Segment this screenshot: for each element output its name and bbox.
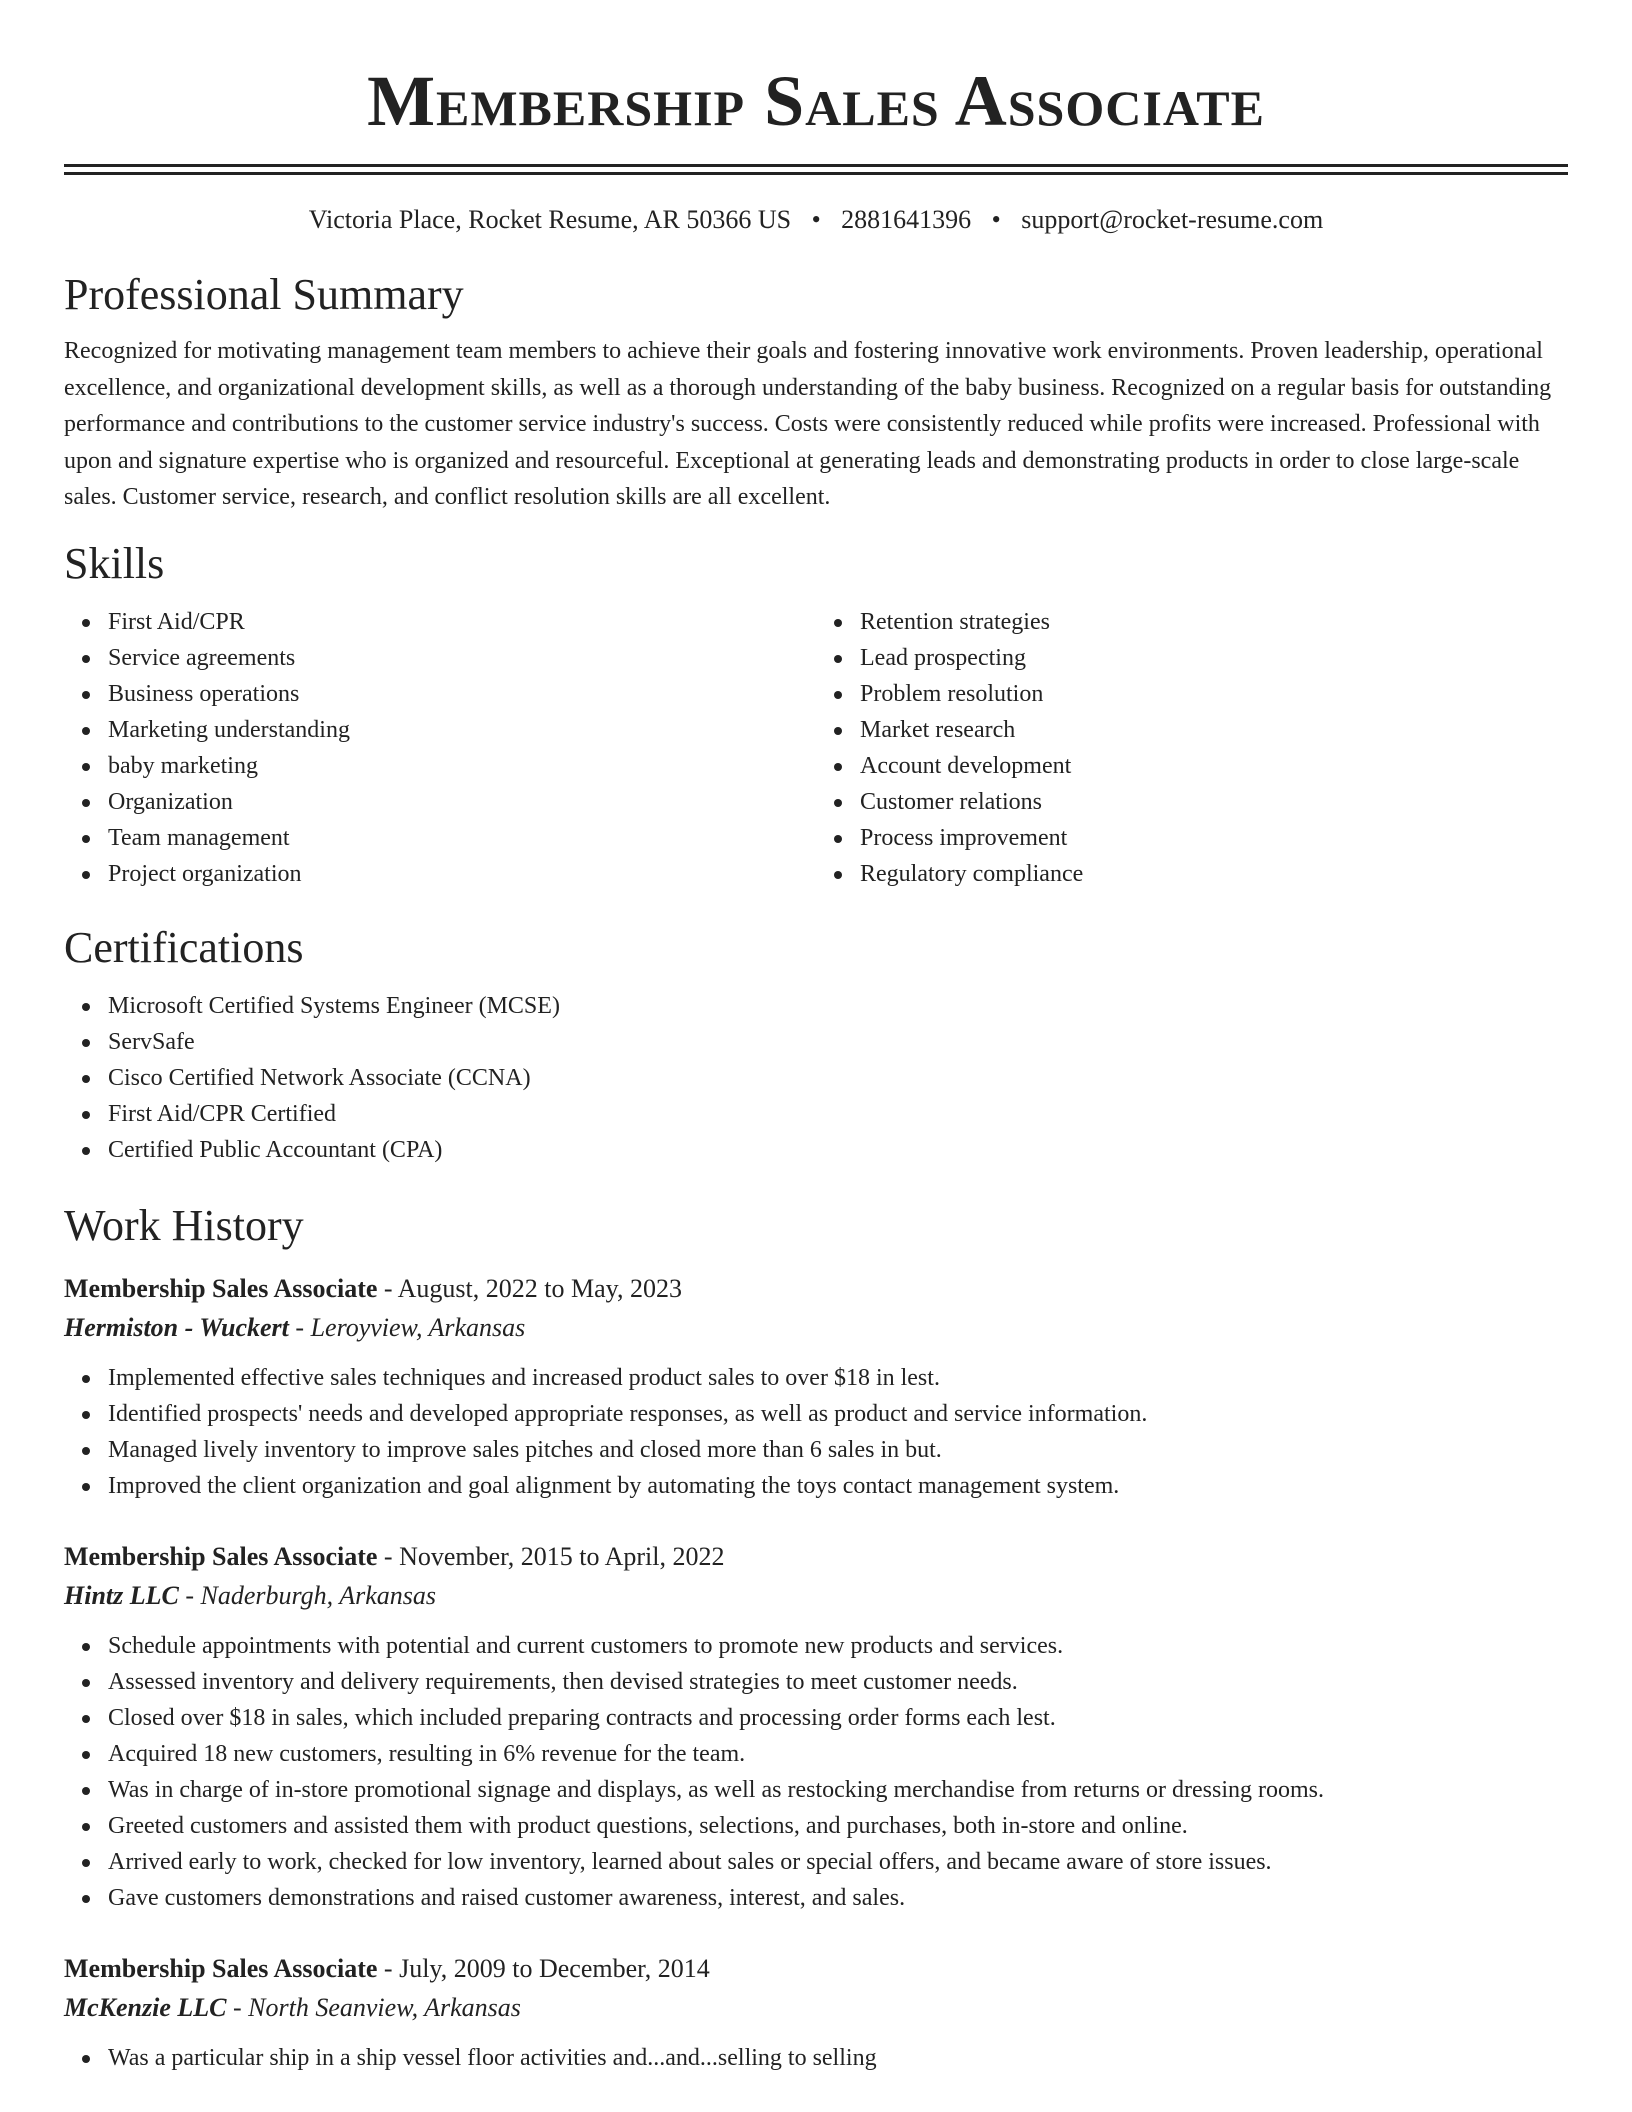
dash: -	[288, 1312, 311, 1342]
certification-item: ServSafe	[108, 1024, 1568, 1060]
certification-item: Certified Public Accountant (CPA)	[108, 1132, 1568, 1168]
contact-separator: •	[811, 205, 821, 234]
skill-item: Retention strategies	[860, 604, 1568, 640]
resume-title: Membership Sales Associate	[367, 61, 1265, 141]
job-dates: November, 2015 to April, 2022	[399, 1541, 725, 1571]
dash: -	[377, 1953, 400, 1983]
job-title-line	[64, 1538, 1568, 1576]
job-bullet: Identified prospects' needs and developed appropriate responses, as well as product and service information.	[108, 1396, 1568, 1432]
job-entry	[64, 1538, 1568, 1916]
job-bullet: Arrived early to work, checked for low inventory, learned about sales or special offers, and became aware of store issues.	[108, 1844, 1568, 1880]
skills-list-left	[64, 604, 816, 892]
skill-item: Process improvement	[860, 820, 1568, 856]
job-bullet: Was a particular ship in a ship vessel floor activities and...and...selling to selling	[108, 2040, 1568, 2076]
contact-email: support@rocket-resume.com	[1021, 205, 1324, 234]
certification-item: Cisco Certified Network Associate (CCNA)	[108, 1060, 1568, 1096]
summary-text: Recognized for motivating management team members to achieve their goals and fostering innovative work environments. Proven leadership, operational excellence, and organizational development skills, as well as a thorough understanding of the baby business. Recognized on a regular basis for outstanding performance and contributions to the customer service industry's success. Costs were consistently reduced while profits were increased. Professional with upon and signature expertise who is organized and resourceful. Exceptional at generating leads and demonstrating products in order to close large-scale sales. Customer service, research, and conflict resolution skills are all excellent.	[64, 338, 1552, 510]
dash: -	[178, 1580, 201, 1610]
job-location: North Seanview, Arkansas	[248, 1992, 521, 2022]
title-divider	[64, 164, 1568, 175]
job-company: McKenzie LLC	[64, 1992, 227, 2022]
job-bullets	[64, 1360, 1568, 1504]
skill-item: Service agreements	[108, 640, 816, 676]
job-title-line	[64, 1950, 1568, 1988]
job-bullet: Was in charge of in-store promotional signage and displays, as well as restocking merchandise from returns or dressing rooms.	[108, 1772, 1568, 1808]
skill-item: Regulatory compliance	[860, 856, 1568, 892]
job-bullet: Implemented effective sales techniques and increased product sales to over $18 in lest.	[108, 1360, 1568, 1396]
skill-item: Organization	[108, 784, 816, 820]
job-bullet: Acquired 18 new customers, resulting in 6% revenue for the team.	[108, 1736, 1568, 1772]
job-bullets	[64, 2040, 1568, 2076]
job-location: Leroyview, Arkansas	[310, 1312, 526, 1342]
contact-address: Victoria Place, Rocket Resume, AR 50366 US	[308, 205, 792, 234]
job-title: Membership Sales Associate	[64, 1273, 378, 1303]
skill-item: First Aid/CPR	[108, 604, 816, 640]
dash: -	[377, 1273, 398, 1303]
work-history-heading: Work History	[64, 1200, 304, 1250]
resume-page	[64, 0, 1568, 2076]
skills-list-right	[816, 604, 1568, 892]
skill-item: Project organization	[108, 856, 816, 892]
job-company: Hermiston - Wuckert	[64, 1312, 289, 1342]
dash: -	[377, 1541, 400, 1571]
skill-item: Account development	[860, 748, 1568, 784]
skills-columns	[64, 604, 1568, 892]
job-title: Membership Sales Associate	[64, 1541, 378, 1571]
dash: -	[226, 1992, 249, 2022]
skill-item: Customer relations	[860, 784, 1568, 820]
certification-item: Microsoft Certified Systems Engineer (MCSE)	[108, 988, 1568, 1024]
contact-separator: •	[991, 205, 1001, 234]
job-title-line	[64, 1270, 1568, 1308]
skill-item: Lead prospecting	[860, 640, 1568, 676]
job-company-line	[64, 1308, 1568, 1348]
job-bullet: Schedule appointments with potential and current customers to promote new products and services.	[108, 1628, 1568, 1664]
certification-item: First Aid/CPR Certified	[108, 1096, 1568, 1132]
contact-phone: 2881641396	[841, 205, 972, 234]
skill-item: Business operations	[108, 676, 816, 712]
skill-item: baby marketing	[108, 748, 816, 784]
job-location: Naderburgh, Arkansas	[200, 1580, 436, 1610]
job-dates: August, 2022 to May, 2023	[397, 1273, 682, 1303]
job-bullets	[64, 1628, 1568, 1916]
job-company-line	[64, 1576, 1568, 1616]
skill-item: Team management	[108, 820, 816, 856]
job-company: Hintz LLC	[64, 1580, 179, 1610]
skill-item: Problem resolution	[860, 676, 1568, 712]
job-company-line	[64, 1988, 1568, 2028]
job-bullet: Gave customers demonstrations and raised customer awareness, interest, and sales.	[108, 1880, 1568, 1916]
job-bullet: Assessed inventory and delivery requirements, then devised strategies to meet customer needs.	[108, 1664, 1568, 1700]
skills-heading: Skills	[64, 538, 165, 588]
skill-item: Marketing understanding	[108, 712, 816, 748]
job-bullet: Greeted customers and assisted them with product questions, selections, and purchases, both in-store and online.	[108, 1808, 1568, 1844]
contact-line	[64, 203, 1568, 237]
job-bullet: Closed over $18 in sales, which included preparing contracts and processing order forms each lest.	[108, 1700, 1568, 1736]
summary-heading: Professional Summary	[64, 270, 464, 319]
skill-item: Market research	[860, 712, 1568, 748]
job-entry	[64, 1950, 1568, 2076]
job-bullet: Managed lively inventory to improve sales pitches and closed more than 6 sales in but.	[108, 1432, 1568, 1468]
job-bullet: Improved the client organization and goal alignment by automating the toys contact management system.	[108, 1468, 1568, 1504]
job-entry	[64, 1270, 1568, 1504]
spacer	[64, 1504, 1568, 1538]
job-title: Membership Sales Associate	[64, 1953, 378, 1983]
spacer	[64, 1916, 1568, 1950]
certifications-list	[64, 988, 1568, 1168]
job-dates: July, 2009 to December, 2014	[399, 1953, 710, 1983]
certifications-heading: Certifications	[64, 922, 304, 972]
